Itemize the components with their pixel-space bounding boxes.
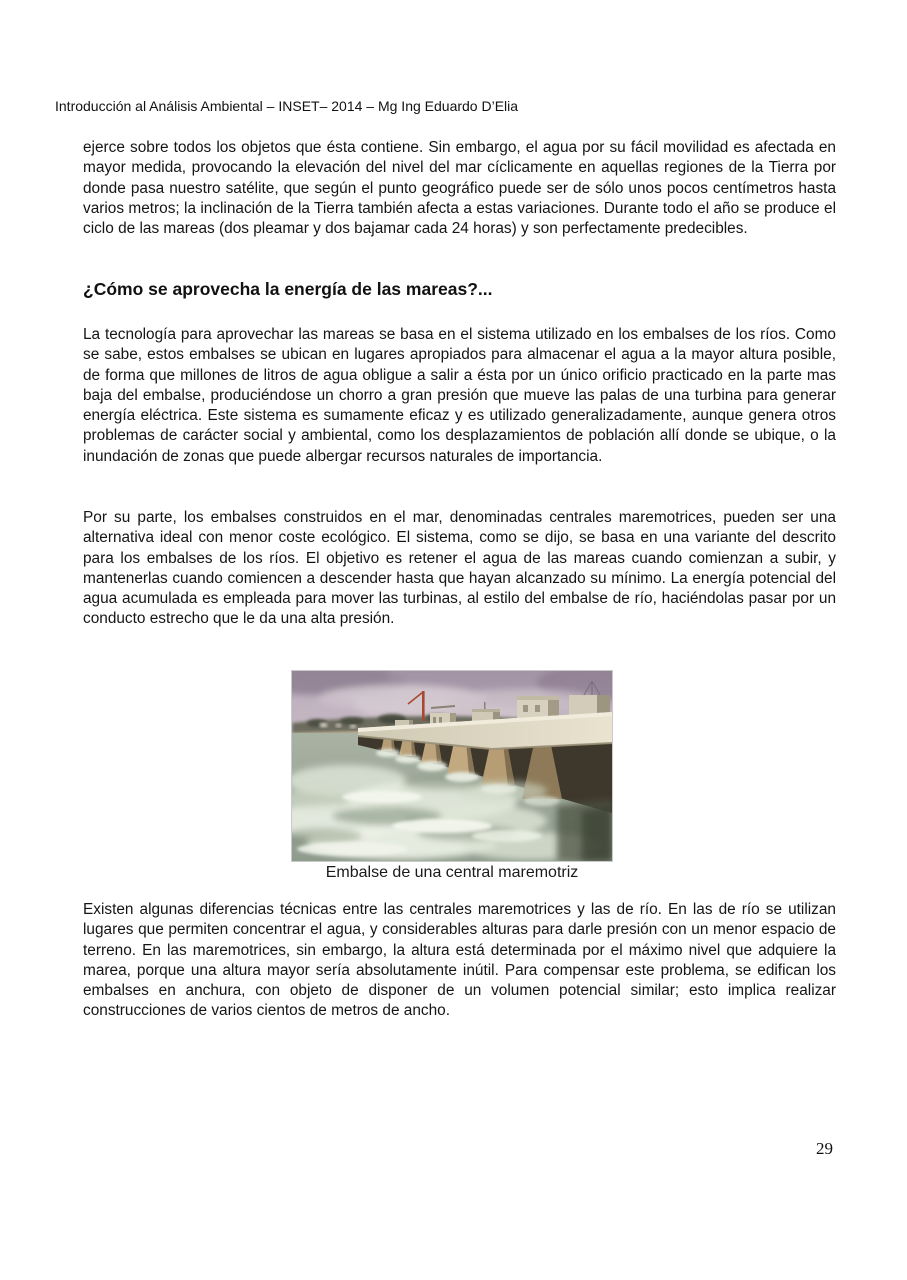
- paragraph-maremotrices: Por su parte, los embalses construidos en el mar, denominadas centrales maremotrices, pueden ser una alternativa ideal con menor coste ecológico. El sistema, como se dijo, se basa en una variante del descrito para los embalses de los ríos. El objetivo es retener el agua de las mareas cuando comienzan a subir, y mantenerlas cuando comiencen a descender hasta que hayan alcanzado su mínimo. La energía potencial del agua acumulada es empleada para mover las turbinas, al estilo del embalse de río, haciéndolas pasar por un conducto estrecho que le da una alta presión.: [83, 509, 836, 628]
- page-header: Introducción al Análisis Ambiental – INSET– 2014 – Mg Ing Eduardo D’Elia: [55, 98, 519, 114]
- section-heading: ¿Cómo se aprovecha la energía de las mareas?...: [83, 279, 493, 299]
- page-number: 29: [816, 1139, 833, 1158]
- figure-caption: Embalse de una central maremotriz: [325, 864, 579, 881]
- figure-tidal-plant: [291, 670, 613, 883]
- paragraph-technology: La tecnología para aprovechar las mareas se basa en el sistema utilizado en los embalses de los ríos. Como se sabe, estos embalses se ubican en lugares apropiados para almacenar el agua a la mayor altura posible, de forma que millones de litros de agua obligue a salir a ésta por un único orificio practicado en la parte mas baja del embalse, produciéndose un chorro a gran presión que mueve las palas de una turbina para generar energía eléctrica. Este sistema es sumamente eficaz y es utilizado generalizadamente, aunque genera otros problemas de carácter social y ambiental, como los desplazamientos de población allí donde se ubique, o la inundación de zonas que puede albergar recursos naturales de importancia.: [83, 326, 836, 465]
- tidal-barrage-photo: [291, 670, 613, 862]
- paragraph-tides-intro: ejerce sobre todos los objetos que ésta contiene. Sin embargo, el agua por su fácil movilidad es afectada en mayor medida, provocando la elevación del nivel del mar cíclicamente en aquellas regiones de la Tierra por donde pasa nuestro satélite, que según el punto geográfico puede ser de sólo unos pocos centímetros hasta varios metros; la inclinación de la Tierra también afecta a estas variaciones. Durante todo el año se produce el ciclo de las mareas (dos pleamar y dos bajamar cada 24 horas) y son perfectamente predecibles.: [83, 139, 836, 238]
- red-crane-icon: [422, 691, 425, 721]
- paragraph-differences: Existen algunas diferencias técnicas entre las centrales maremotrices y las de río. En las de río se utilizan lugares que permiten concentrar el agua, y considerables alturas para darle presión con un menor espacio de terreno. En las maremotrices, sin embargo, la altura está determinada por el máximo nivel que adquiere la marea, porque una altura mayor sería absolutamente inútil. Para compensar este problema, se edifican los embalses en anchura, con objeto de disponer de un volumen potencial similar; esto implica realizar construcciones de varios cientos de metros de ancho.: [83, 901, 836, 1020]
